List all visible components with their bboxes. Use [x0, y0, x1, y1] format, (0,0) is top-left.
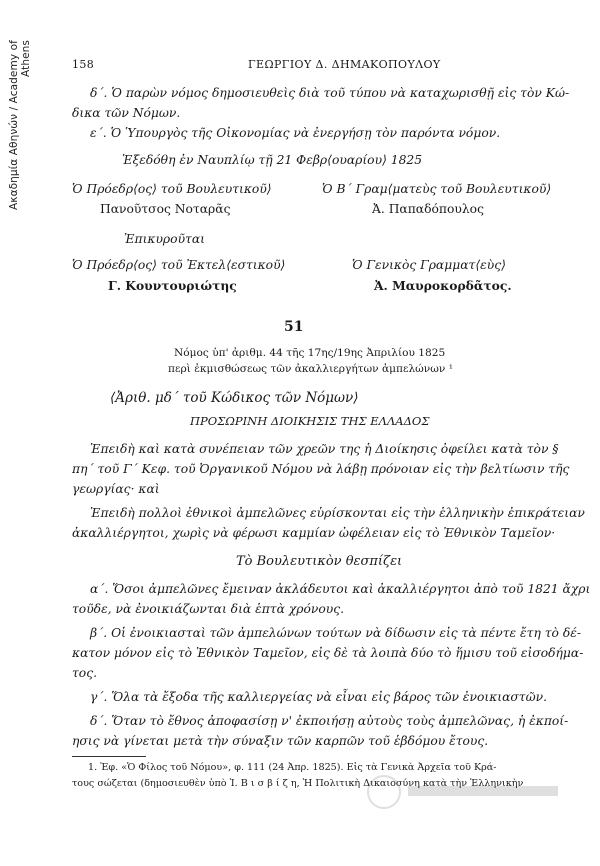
article-b-line1: β΄. Οἱ ἐνοικιασταὶ τῶν ἀμπελώνων τούτων νὰ δίδωσιν εἰς τὰ πέντε ἔτη τὸ δέ- [90, 626, 581, 640]
page-number: 158 [72, 58, 95, 71]
signature-right1-title: Ὁ Β΄ Γραμ⟨ματεὺς τοῦ Βουλευτικοῦ⟩ [322, 182, 552, 196]
preamble2-line2: ἀκαλλιέργητοι, χωρὶς νὰ φέρωσι καμμίαν ὠφέλειαν εἰς τὸ Ἐθνικὸν Ταμεῖον· [72, 526, 556, 540]
law-heading-line2: περὶ ἐκμισθώσεως τῶν ἀκαλλιεργήτων ἀμπελώνων ¹ [168, 363, 453, 375]
footnote-line1: 1. Ἐφ. «Ὁ Φίλος τοῦ Νόμου», φ. 111 (24 Ἀπρ. 1825). Εἰς τὰ Γενικὰ Ἀρχεῖα τοῦ Κρά- [88, 762, 497, 773]
confirmation-word: Ἐπικυροῦται [124, 232, 205, 246]
signature-left2-name: Γ. Κουντουριώτης [108, 278, 237, 293]
signature-left1-title: Ὁ Πρόεδρ⟨ος⟩ τοῦ Βουλευτικοῦ⟩ [72, 182, 272, 196]
article-epsilon: ε΄. Ὁ Ὑπουργὸς τῆς Οἰκονομίας νὰ ἐνεργήσῃ τὸν παρόντα νόμον. [90, 126, 501, 140]
footnote-divider [72, 756, 146, 757]
signature-right2-title: Ὁ Γενικὸς Γραμματ⟨εὺς⟩ [352, 258, 506, 272]
signature-right2-name: Ἀ. Μαυροκορδᾶτος. [374, 278, 512, 293]
academy-watermark-icon [364, 772, 564, 812]
issued-line: Ἐξεδόθη ἐν Ναυπλίῳ τῇ 21 Φεβρ⟨ουαρίου⟩ 1825 [122, 153, 423, 167]
running-title: ΓΕΩΡΓΙΟΥ Δ. ΔΗΜΑΚΟΠΟΥΛΟΥ [248, 58, 441, 71]
article-a-line1: α΄. Ὅσοι ἀμπελῶνες ἔμειναν ἀκλάδευτοι καὶ ἀκαλλιέργητοι ἀπὸ τοῦ 1821 ἄχρι [90, 582, 591, 596]
preamble1-line1: Ἐπειδὴ καὶ κατὰ συνέπειαν τῶν χρεῶν της ἡ Διοίκησις ὀφείλει κατὰ τὸν § [90, 442, 559, 456]
government-heading: ΠΡΟΣΩΡΙΝΗ ΔΙΟΙΚΗΣΙΣ ΤΗΣ ΕΛΛΑΔΟΣ [190, 414, 430, 428]
article-b-line2: κατον μόνον εἰς τὸ Ἐθνικὸν Ταμεῖον, εἰς δὲ τὰ λοιπὰ δύο τὸ ἥμισυ τοῦ εἰσοδήμα- [72, 646, 584, 660]
signature-right1-name: Ἀ. Παπαδόπουλος [372, 202, 484, 216]
preamble1-line3: γεωργίας· καὶ [72, 482, 160, 496]
decrees-heading: Τὸ Βουλευτικὸν θεσπίζει [236, 554, 403, 569]
article-g-line1: γ΄. Ὅλα τὰ ἔξοδα τῆς καλλιεργείας νὰ εἶναι εἰς βάρος τῶν ἐνοικιαστῶν. [90, 690, 548, 704]
code-reference: ⟨Ἀριθ. μδ΄ τοῦ Κώδικος τῶν Νόμων⟩ [110, 390, 359, 406]
signature-left2-title: Ὁ Πρόεδρ⟨ος⟩ τοῦ Ἐκτελ⟨εστικοῦ⟩ [72, 258, 286, 272]
article-delta-line2: δικα τῶν Νόμων. [72, 106, 181, 120]
article-a-line2: τοῦδε, νὰ ἐνοικιάζωνται διὰ ἑπτὰ χρόνους. [72, 602, 345, 616]
law-number: 51 [284, 319, 304, 335]
article-d-line1: δ΄. Ὅταν τὸ ἔθνος ἀποφασίσῃ ν' ἐκποιήσῃ αὐτοὺς τοὺς ἀμπελῶνας, ἡ ἐκποί- [90, 714, 569, 728]
law-heading-line1: Νόμος ὑπ' ἀριθμ. 44 τῆς 17ης/19ης Ἀπριλίου 1825 [174, 347, 446, 359]
preamble2-line1: Ἐπειδὴ πολλοὶ ἐθνικοὶ ἀμπελῶνες εὑρίσκονται εἰς τὴν ἑλληνικὴν ἐπικράτειαν [90, 506, 585, 520]
signature-left1-name: Πανοῦτσος Νοταρᾶς [100, 202, 231, 216]
preamble1-line2: πη΄ τοῦ Γ΄ Κεφ. τοῦ Ὀργανικοῦ Νόμου νὰ λάβῃ πρόνοιαν εἰς τὴν βελτίωσιν τῆς [72, 462, 570, 476]
footnote-line2: τους σώζεται (δημοσιευθὲν ὑπὸ Ἰ. Β ι σ β ί ζ η, Ἡ Πολιτικὴ Δικαιοσύνη κατὰ τὴν Ἑλληνικὴν [72, 778, 524, 789]
archive-side-label: Ακαδημία Αθηνών / Academy of Athens [8, 40, 32, 210]
article-delta-line1: δ΄. Ὁ παρὼν νόμος δημοσιευθεὶς διὰ τοῦ τύπου νὰ καταχωρισθῇ εἰς τὸν Κώ- [90, 86, 570, 100]
article-b-line3: τος. [72, 666, 98, 680]
article-d-line2: ησις νὰ γίνεται μετὰ τὴν σύναξιν τῶν καρπῶν τοῦ ἑβδόμου ἔτους. [72, 734, 489, 748]
